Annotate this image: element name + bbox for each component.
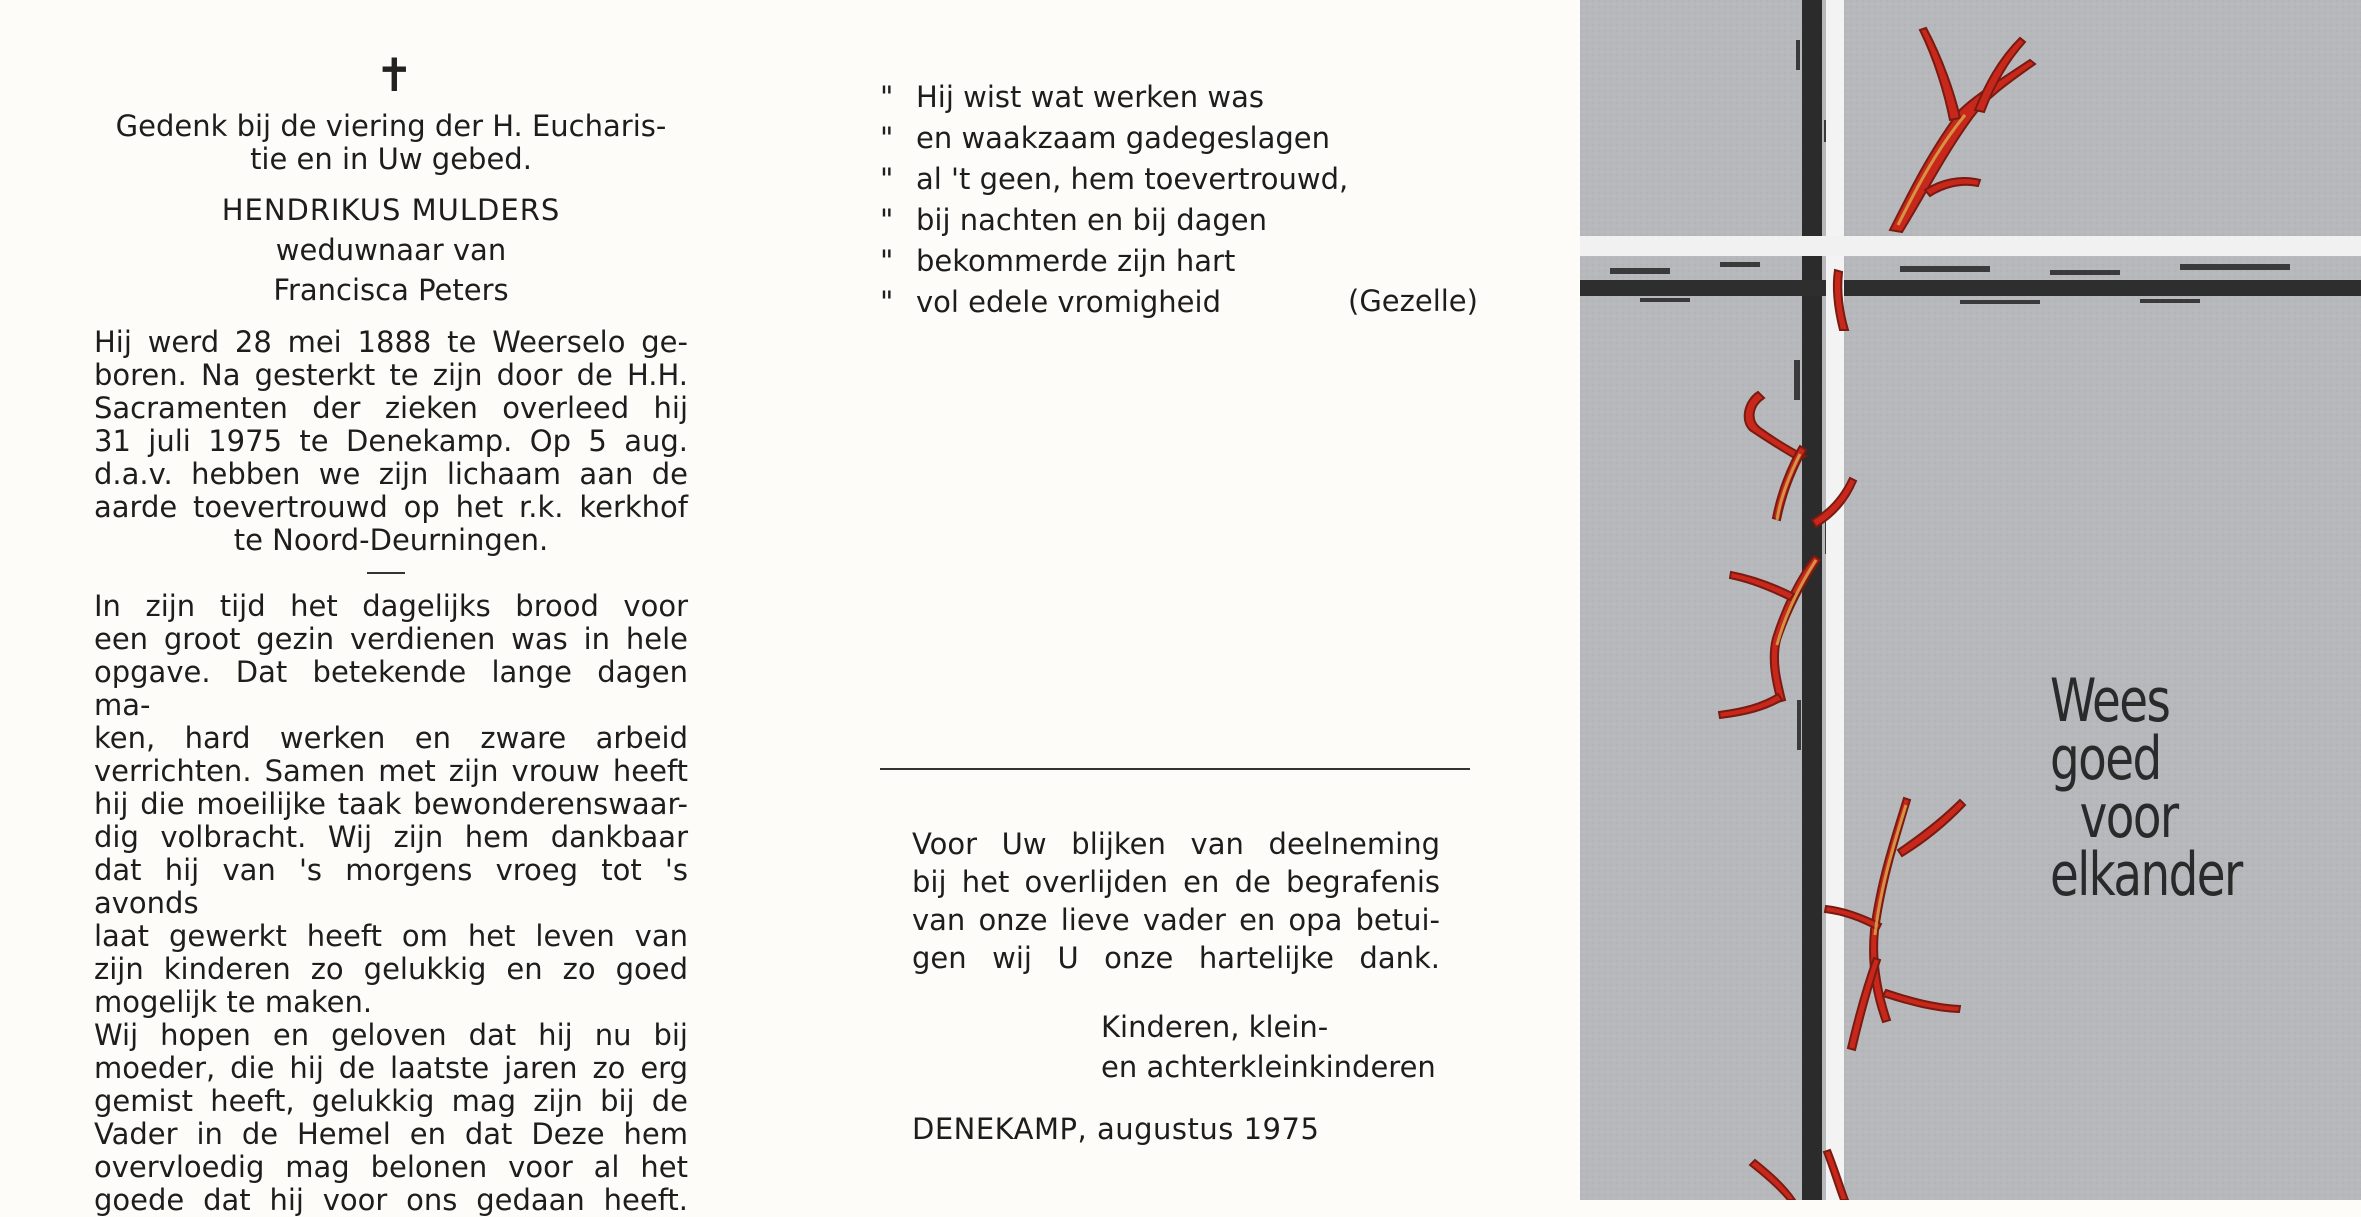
poem-text: al 't geen, hem toevertrouwd, — [916, 162, 1349, 196]
poem-text: Hij wist wat werken was — [916, 80, 1264, 114]
quote-mark: " — [880, 162, 894, 196]
tribute-line: mogelijk te maken. — [94, 985, 373, 1019]
tribute-line: goede dat hij voor ons gedaan heeft. — [94, 1183, 688, 1217]
tribute-line: moeder, die hij de laatste jaren zo erg — [94, 1051, 688, 1085]
cover-illustration — [1580, 0, 2361, 1200]
poem-line — [880, 241, 1348, 282]
thanks-line: Voor Uw blijken van deelneming — [912, 827, 1440, 861]
tribute-line: zijn kinderen zo gelukkig en zo goed — [94, 952, 688, 986]
tribute-line: opgave. Dat betekende lange dagen ma- — [94, 655, 688, 722]
bio-line: boren. Na gesterkt te zijn door de H.H. — [94, 358, 688, 392]
signature-line: en achterkleinkinderen — [1101, 1050, 1436, 1084]
biography — [94, 326, 688, 557]
divider — [367, 572, 405, 574]
intro-line: tie en in Uw gebed. — [250, 142, 532, 176]
poem-text: bij nachten en bij dagen — [916, 203, 1268, 237]
cover-slogan — [2050, 666, 2276, 910]
tribute-line: dat hij van 's morgens vroeg tot 's avonds — [94, 853, 688, 920]
slogan-line: elkander — [2050, 840, 2242, 910]
signature-line: Kinderen, klein- — [1101, 1010, 1329, 1044]
poem-line — [880, 200, 1348, 241]
intro-line: Gedenk bij de viering der H. Eucharis- — [115, 109, 667, 143]
bio-line: d.a.v. hebben we zijn lichaam aan de — [94, 457, 688, 491]
bio-line: aarde toevertrouwd op het r.k. kerkhof — [94, 490, 688, 524]
poem-text: vol edele vromigheid — [916, 285, 1221, 319]
tribute-line: overvloedig mag belonen voor al het — [94, 1150, 688, 1184]
quote-mark: " — [880, 121, 894, 155]
thanks-text — [912, 825, 1440, 977]
bio-line: te Noord-Deurningen. — [233, 523, 549, 557]
tribute-line: hij die moeilijke taak bewonderenswaar- — [94, 787, 688, 821]
vertical-frame-bar — [1802, 0, 1822, 1200]
tribute-line: ken, hard werken en zware arbeid — [94, 721, 688, 755]
poem-line — [880, 77, 1348, 118]
poem-author: (Gezelle) — [1348, 284, 1478, 318]
thanks-line: gen wij U onze hartelijke dank. — [912, 941, 1440, 975]
tribute-line: Wij hopen en geloven dat hij nu bij — [94, 1018, 688, 1052]
slogan-line: goed — [2050, 724, 2161, 794]
poem-line — [880, 282, 1348, 323]
signature — [1101, 1007, 1436, 1087]
vertical-highlight — [1826, 0, 1844, 1200]
tribute-line: Vader in de Hemel en dat Deze hem — [94, 1117, 688, 1151]
bio-line: Hij werd 28 mei 1888 te Weerselo ge- — [94, 325, 688, 359]
tribute — [94, 590, 688, 1217]
poem-text: bekommerde zijn hart — [916, 244, 1236, 278]
spouse-name: Francisca Peters — [273, 273, 509, 307]
quote-mark: " — [880, 244, 894, 278]
quote-mark: " — [880, 80, 894, 114]
tribute-line: verrichten. Samen met zijn vrouw heeft — [94, 754, 688, 788]
relation-text: weduwnaar van — [275, 233, 507, 267]
tribute-line: dig volbracht. Wij zijn hem dankbaar — [94, 820, 688, 854]
tribute-line: In zijn tijd het dagelijks brood voor — [94, 589, 688, 623]
poem-line — [880, 159, 1348, 200]
poem-line — [880, 118, 1348, 159]
deceased-name: HENDRIKUS MULDERS — [221, 193, 561, 227]
poem-text: en waakzaam gadegeslagen — [916, 121, 1330, 155]
left-panel — [0, 0, 770, 1217]
horizontal-rule — [880, 768, 1470, 770]
tribute-line: gemist heeft, gelukkig mag zijn bij de — [94, 1084, 688, 1118]
quote-mark: " — [880, 285, 894, 319]
thanks-line: bij het overlijden en de begrafenis — [912, 865, 1440, 899]
cross-icon: ✝ — [375, 48, 414, 102]
slogan-line: Wees — [2050, 666, 2170, 736]
poem — [880, 77, 1348, 323]
place-date: DENEKAMP, augustus 1975 — [912, 1112, 1320, 1146]
quote-mark: " — [880, 203, 894, 237]
horizontal-highlight — [1580, 236, 2361, 256]
intro-text — [94, 110, 688, 176]
horizontal-frame-bar — [1580, 280, 2361, 296]
thanks-line: van onze lieve vader en opa betui- — [912, 903, 1440, 937]
bio-line: 31 juli 1975 te Denekamp. Op 5 aug. — [94, 424, 688, 458]
tribute-line: een groot gezin verdienen was in hele — [94, 622, 688, 656]
slogan-line: voor — [2079, 782, 2178, 852]
bio-line: Sacramenten der zieken overleed hij — [94, 391, 688, 425]
tribute-line: laat gewerkt heeft om het leven van — [94, 919, 688, 953]
cover-panel — [1580, 0, 2361, 1200]
